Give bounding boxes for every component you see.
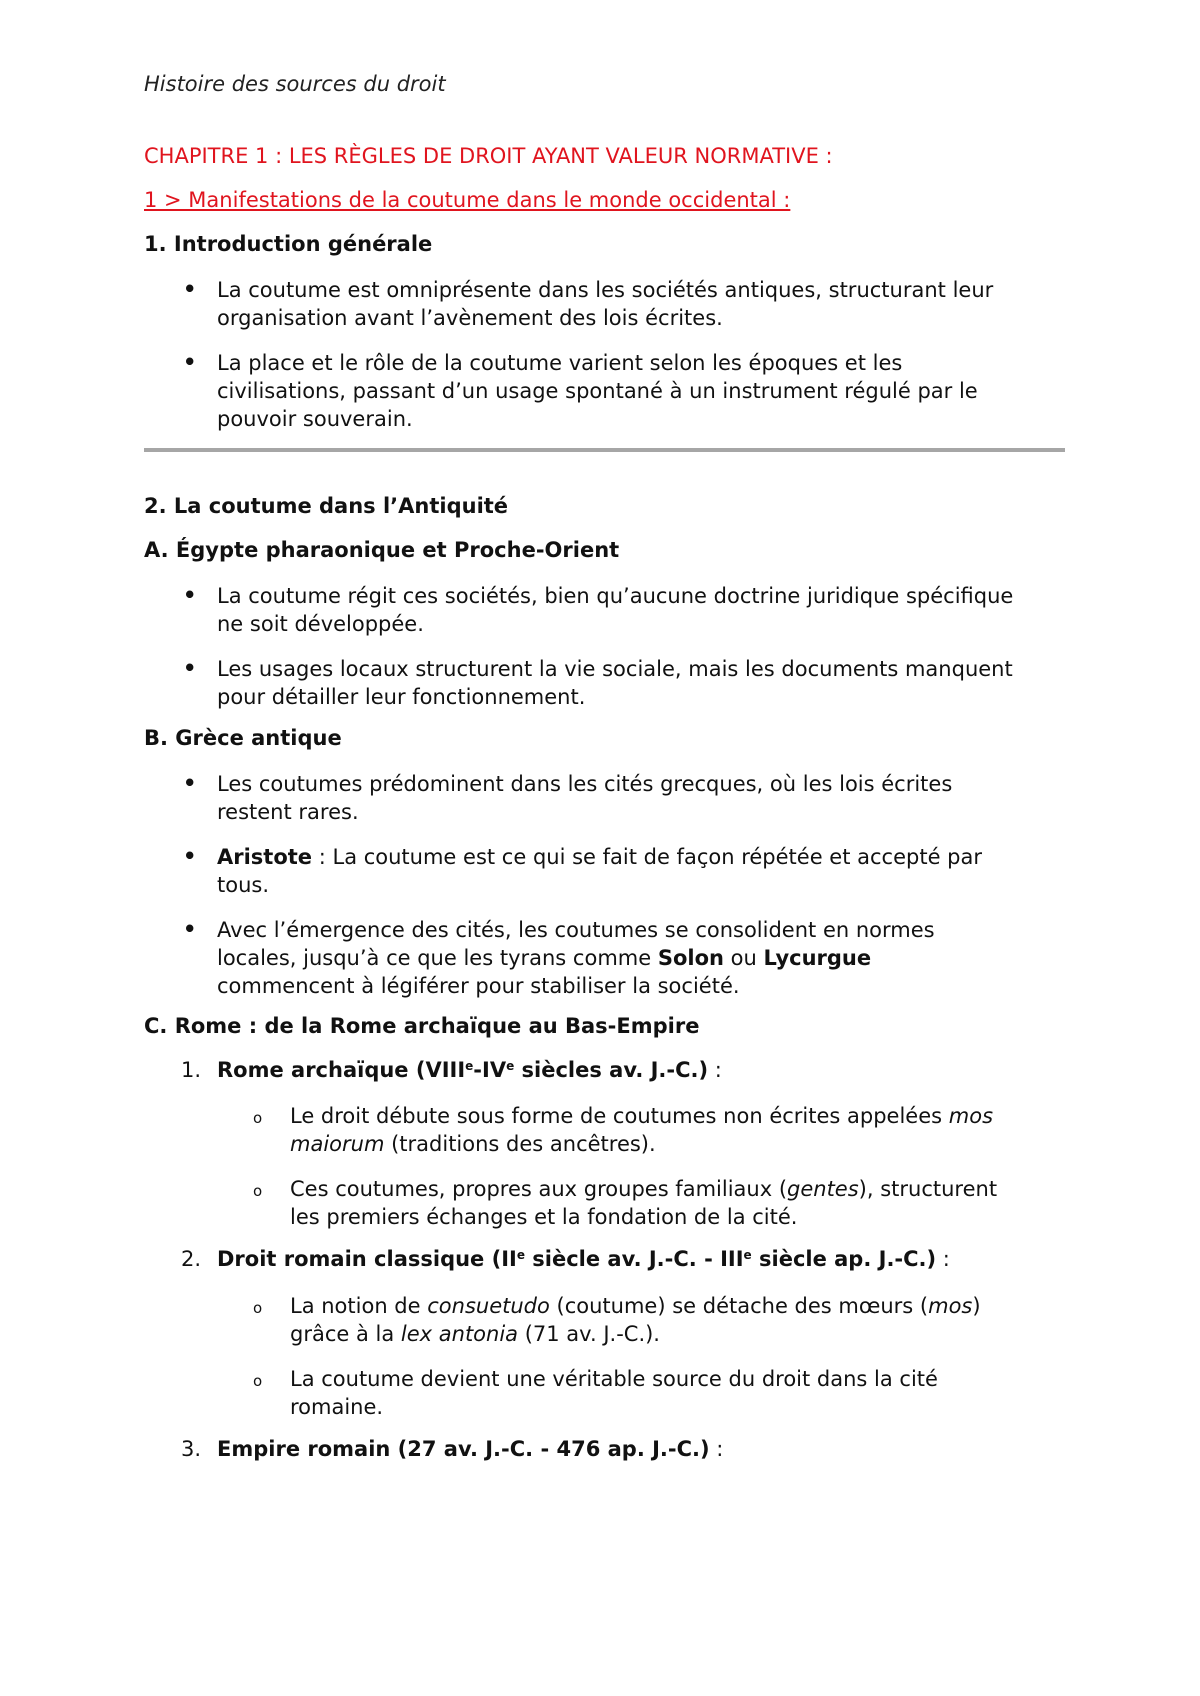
rome-archaique-title: Rome archaïque (VIIIe-IVe siècles av. J.-C.) : — [217, 1058, 722, 1082]
rome-heading: C. Rome : de la Rome archaïque au Bas-Empire — [144, 1014, 700, 1038]
intro-bullet-2: La place et le rôle de la coutume varient selon les époques et les civilisations, passant d’un usage spontané à un instrument régulé par le pouvoir souverain. — [217, 351, 978, 431]
rome-archaique-sub-2: Ces coutumes, propres aux groupes familiaux (gentes), structurent les premiers échanges et la fondation de la cité. — [290, 1177, 998, 1229]
list-number: 1. — [181, 1058, 202, 1082]
bullet-icon: • — [183, 350, 197, 374]
intro-heading: 1. Introduction générale — [144, 232, 433, 256]
egypte-bullet-1: La coutume régit ces sociétés, bien qu’aucune doctrine juridique spécifique ne soit développée. — [217, 584, 1014, 636]
section-title: 1 > Manifestations de la coutume dans le monde occidental : — [144, 188, 791, 212]
grece-bullet-3: Avec l’émergence des cités, les coutumes se consolident en normes locales, jusqu’à ce que les tyrans comme Solon ou Lycurgue commencent à légiférer pour stabiliser la société. — [217, 918, 935, 998]
sub-bullet-icon: o — [253, 1182, 263, 1200]
empire-romain-title: Empire romain (27 av. J.-C. - 476 ap. J.-C.) : — [217, 1437, 724, 1461]
list-number: 2. — [181, 1247, 202, 1271]
bullet-icon: • — [183, 583, 197, 607]
chapter-title: CHAPITRE 1 : LES RÈGLES DE DROIT AYANT VALEUR NORMATIVE : — [144, 144, 833, 168]
list-number: 3. — [181, 1437, 202, 1461]
sub-bullet-icon: o — [253, 1372, 263, 1390]
droit-classique-sub-1: La notion de consuetudo (coutume) se détache des mœurs (mos) grâce à la lex antonia (71 av. J.-C.). — [290, 1294, 981, 1346]
droit-classique-sub-2: La coutume devient une véritable source du droit dans la cité romaine. — [290, 1367, 938, 1419]
bullet-icon: • — [183, 917, 197, 941]
grece-bullet-2: Aristote : La coutume est ce qui se fait de façon répétée et accepté par tous. — [217, 845, 982, 897]
document-header: Histoire des sources du droit — [144, 72, 446, 96]
sub-bullet-icon: o — [253, 1299, 263, 1317]
antiquite-heading: 2. La coutume dans l’Antiquité — [144, 494, 509, 518]
bullet-icon: • — [183, 771, 197, 795]
rome-archaique-sub-1: Le droit débute sous forme de coutumes non écrites appelées mos maiorum (traditions des ancêtres). — [290, 1104, 994, 1156]
egypte-heading: A. Égypte pharaonique et Proche-Orient — [144, 538, 620, 562]
egypte-bullet-2: Les usages locaux structurent la vie sociale, mais les documents manquent pour détailler leur fonctionnement. — [217, 657, 1013, 709]
bullet-icon: • — [183, 277, 197, 301]
bullet-icon: • — [183, 656, 197, 680]
horizontal-divider — [144, 448, 1065, 452]
sub-bullet-icon: o — [253, 1109, 263, 1127]
intro-bullet-1: La coutume est omniprésente dans les sociétés antiques, structurant leur organisation avant l’avènement des lois écrites. — [217, 278, 994, 330]
grece-heading: B. Grèce antique — [144, 726, 342, 750]
droit-classique-title: Droit romain classique (IIe siècle av. J.-C. - IIIe siècle ap. J.-C.) : — [217, 1247, 950, 1271]
grece-bullet-1: Les coutumes prédominent dans les cités grecques, où les lois écrites restent rares. — [217, 772, 953, 824]
bullet-icon: • — [183, 844, 197, 868]
